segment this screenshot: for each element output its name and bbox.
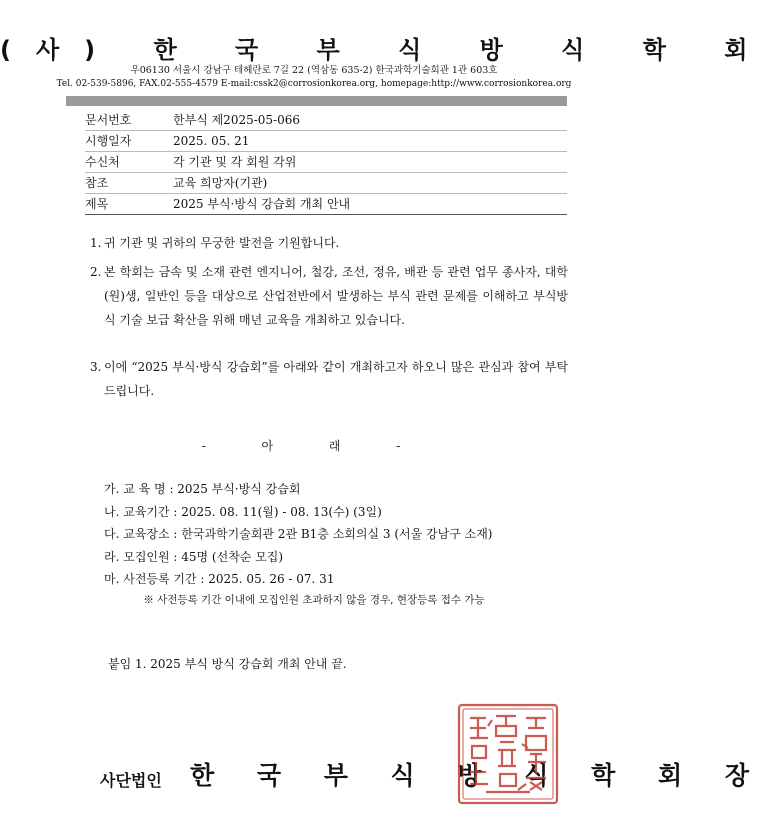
meta-row-reference: [85, 173, 567, 194]
attachment-line: 붙임 1. 2025 부식 방식 강습회 개최 안내 끝.: [108, 657, 347, 671]
body-paragraph-1: [90, 231, 568, 255]
body-paragraph-2: [90, 260, 568, 332]
meta-value: 한부식 제2025-05-066: [173, 113, 301, 127]
event-details-list: [104, 478, 574, 591]
meta-label: 문서번호: [85, 113, 132, 127]
list-item: 가. 교 육 명 : 2025 부식·방식 강습회: [104, 482, 301, 496]
meta-row-doc-number: [85, 110, 567, 131]
below-heading: - 아 래 -: [201, 439, 427, 453]
org-title: (사) 한 국 부 식 방 식 학 회: [0, 36, 772, 64]
org-address: 우06130 서울시 강남구 테헤란로 7길 22 (역삼동 635-2) 한국과학기술회관 1관 603호: [130, 65, 498, 76]
document-meta-table: [85, 110, 567, 215]
meta-row-subject: [85, 194, 567, 215]
paragraph-text: 본 학회는 금속 및 소재 관련 엔지니어, 철강, 조선, 정유, 배관 등 관련 업무 종사자, 대학(원)생, 일반인 등을 대상으로 산업전반에서 발생하는 부식 관련 문제를 이해하고 부식방식 기술 보급 확산을 위해 매년 교육을 개최하고 있습니다.: [104, 265, 568, 327]
meta-value: 2025. 05. 21: [173, 134, 250, 148]
paragraph-number: 3.: [90, 360, 102, 374]
signature-name: 한 국 부 식 방 식 학 회 장: [190, 761, 766, 790]
meta-label: 제목: [85, 197, 109, 211]
meta-row-recipient: [85, 152, 567, 173]
org-contact: Tel. 02-539-5896, FAX.02-555-4579 E-mail:cssk2@corrosionkorea.org, homepage:http://www.corrosionkorea.org: [56, 79, 572, 89]
list-item: 라. 모집인원 : 45명 (선착순 모집): [104, 549, 284, 564]
list-item: 다. 교육장소 : 한국과학기술회관 2관 B1층 소회의실 3 (서울 강남구 소재): [104, 527, 493, 541]
meta-label: 수신처: [85, 155, 120, 169]
header-divider: [66, 96, 567, 106]
paragraph-number: 2.: [90, 265, 102, 279]
meta-label: 시행일자: [85, 134, 132, 148]
paragraph-text: 이에 “2025 부식·방식 강습회”를 아래와 같이 개최하고자 하오니 많은 관심과 참여 부탁드립니다.: [104, 360, 568, 398]
list-item: 마. 사전등록 기간 : 2025. 05. 26 - 07. 31: [104, 572, 335, 586]
signature-prefix: 사단법인: [100, 771, 162, 790]
paragraph-text: 귀 기관 및 귀하의 무궁한 발전을 기원합니다.: [104, 236, 340, 250]
meta-row-date: [85, 131, 567, 152]
body-paragraph-3: [90, 355, 568, 403]
registration-note: ※ 사전등록 기간 이내에 모집인원 초과하지 않을 경우, 현장등록 접수 가능: [143, 594, 485, 606]
meta-label: 참조: [85, 176, 109, 190]
meta-value: 2025 부식·방식 강습회 개최 안내: [173, 197, 351, 211]
meta-value: 각 기관 및 각 회원 각위: [173, 155, 297, 169]
list-item: 나. 교육기간 : 2025. 08. 11(월) - 08. 13(수) (3일): [104, 504, 382, 519]
official-seal-icon: [456, 702, 560, 806]
meta-value: 교육 희망자(기관): [173, 176, 268, 190]
paragraph-number: 1.: [90, 236, 102, 250]
